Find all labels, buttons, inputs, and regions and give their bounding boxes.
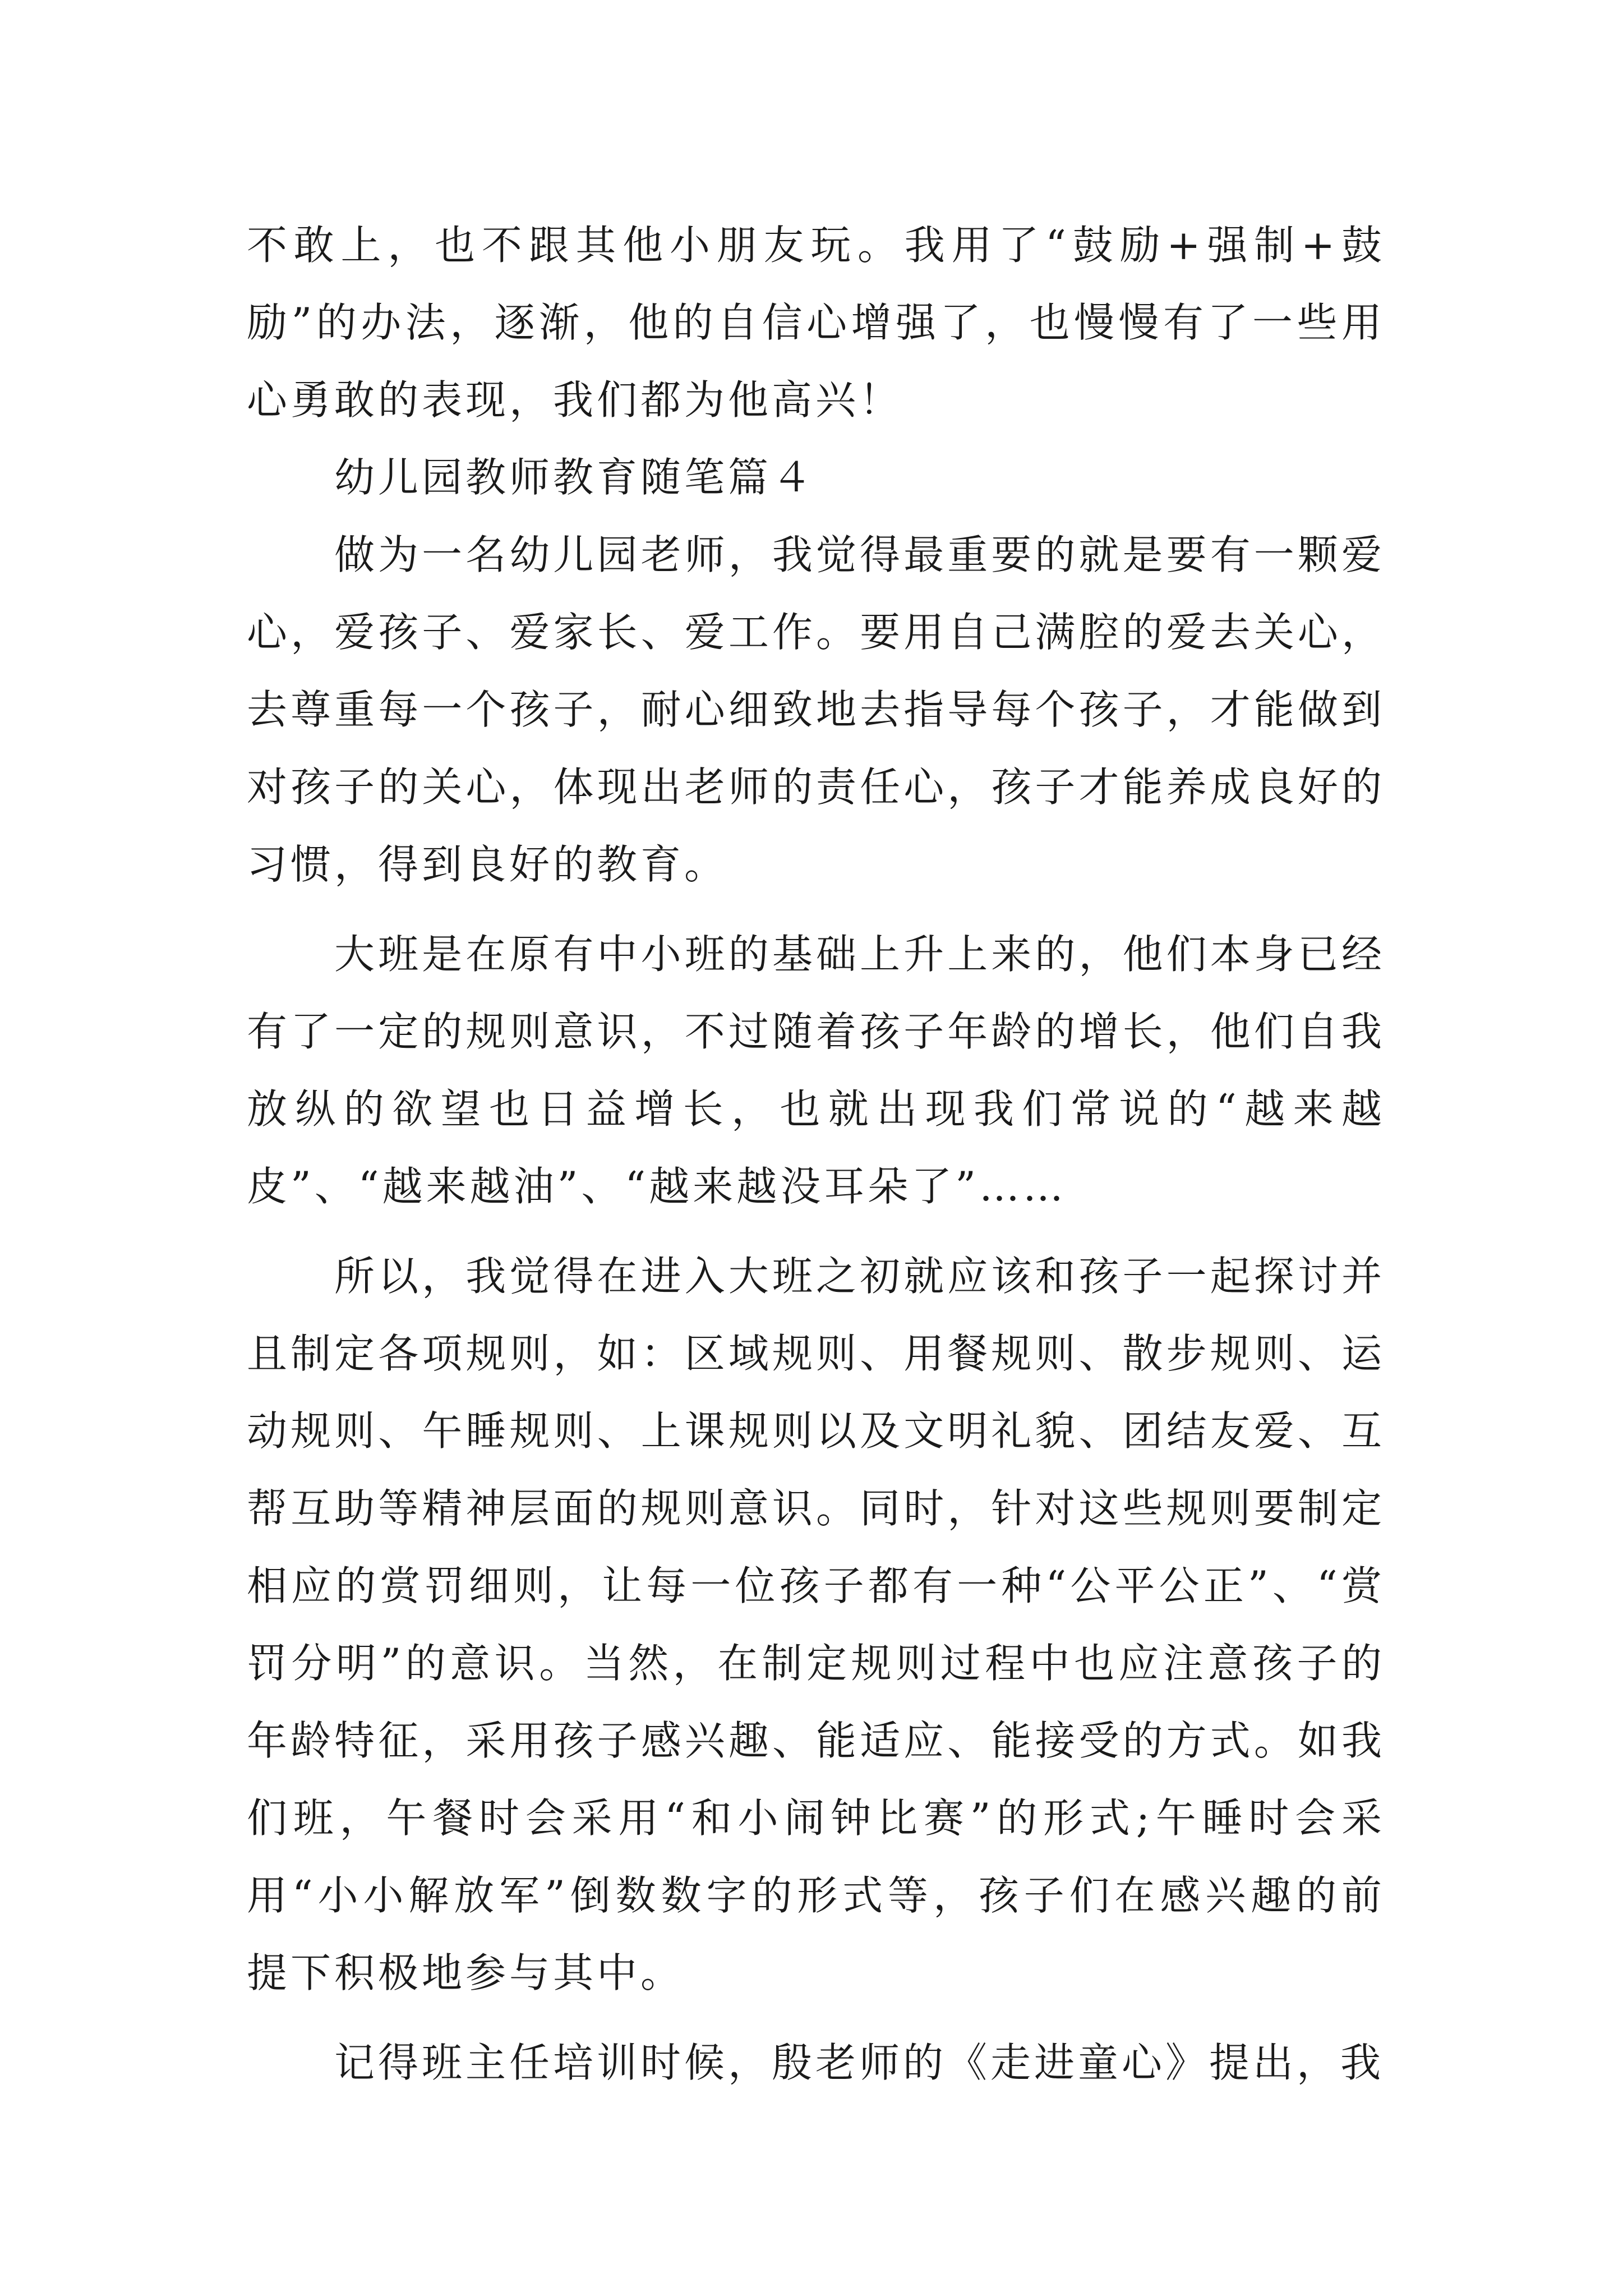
paragraph: 所以，我觉得在进入大班之初就应该和孩子一起探讨并且制定各项规则，如：区域规则、用餐规则、散步规则、运动规则、午睡规则、上课规则以及文明礼貌、团结友爱、互帮互助等精神层面的规则意识。同时，针对这些规则要制定相应的赏罚细则，让每一位孩子都有一种“公平公正”、“赏罚分明”的意识。当然，在制定规则过程中也应注意孩子的年龄特征，采用孩子感兴趣、能适应、能接受的方式。如我们班，午餐时会采用“和小闹钟比赛”的形式;午睡时会采用“小小解放军”倒数数字的形式等，孩子们在感兴趣的前提下积极地参与其中。 xyxy=(247,1253,1385,1996)
paragraph: 记得班主任培训时候，殷老师的《走进童心》提出，我 xyxy=(334,2039,1385,2086)
section-heading: 幼儿园教师教育随笔篇４ xyxy=(334,454,816,501)
document-body xyxy=(247,206,1385,2101)
paragraph: 做为一名幼儿园老师，我觉得最重要的就是要有一颗爱心，爱孩子、爱家长、爱工作。要用自己满腔的爱去关心，去尊重每一个孩子，耐心细致地去指导每个孩子，才能做到对孩子的关心，体现出老师的责任心，孩子才能养成良好的习惯，得到良好的教育。 xyxy=(247,531,1385,888)
paragraph-continuation: 不敢上，也不跟其他小朋友玩。我用了“鼓励+强制+鼓励”的办法，逐渐，他的自信心增强了，也慢慢有了一些用心勇敢的表现，我们都为他高兴！ xyxy=(247,222,1385,424)
paragraph: 大班是在原有中小班的基础上升上来的，他们本身已经有了一定的规则意识，不过随着孩子年龄的增长，他们自我放纵的欲望也日益增长，也就出现我们常说的“越来越皮”、“越来越油”、“越来越没耳朵了”…… xyxy=(247,931,1385,1210)
